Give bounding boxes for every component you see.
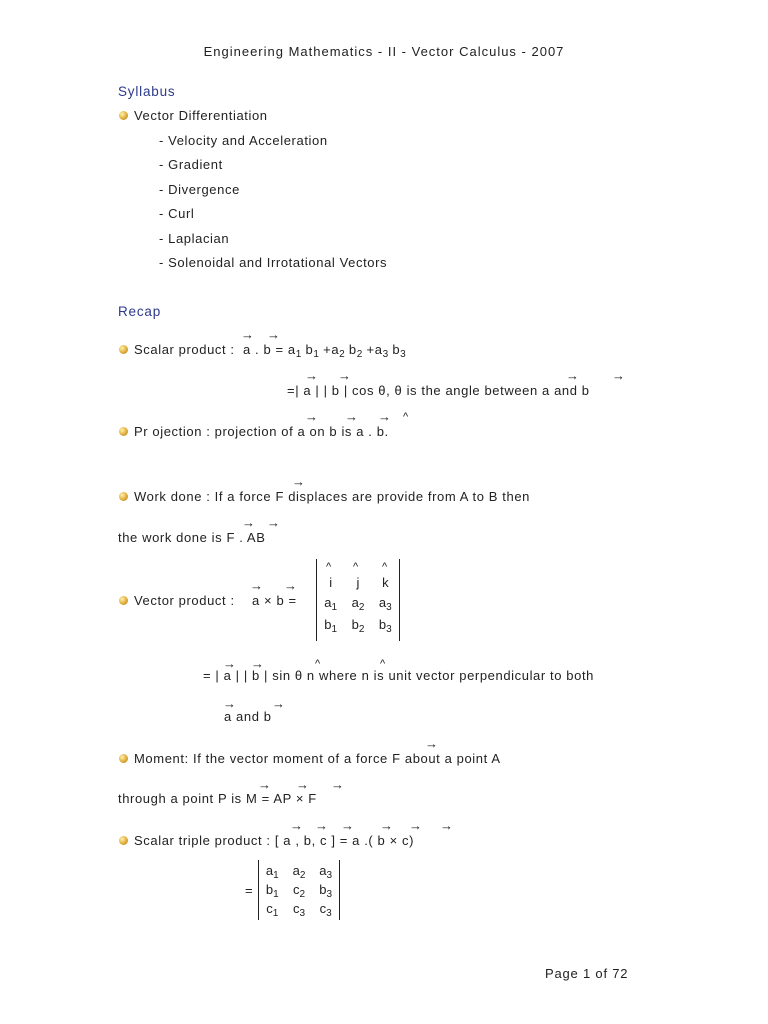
vector-arrow-icon: → bbox=[409, 818, 422, 833]
matrix-cell: $c_3$ bbox=[319, 900, 332, 919]
vector-arrow-icon: → bbox=[251, 656, 264, 671]
unit-hat-icon: ^ bbox=[382, 561, 388, 573]
syllabus-sub-item: - Curl bbox=[159, 206, 195, 221]
vector-arrow-icon: → bbox=[380, 818, 393, 833]
vector-arrow-icon: → bbox=[378, 409, 391, 424]
matrix-row bbox=[259, 881, 339, 900]
vector-arrow-icon: → bbox=[425, 736, 438, 751]
unit-hat-icon: ^ bbox=[403, 411, 409, 423]
scalar-product-cosine: =| a | | b | cos θ, θ is the angle between a and b bbox=[287, 383, 590, 398]
matrix-cell: $b_2$ bbox=[351, 617, 365, 635]
vector-arrow-icon: → bbox=[267, 515, 280, 530]
vector-arrow-icon: → bbox=[284, 578, 297, 593]
syllabus-sub-item: - Solenoidal and Irrotational Vectors bbox=[159, 255, 388, 270]
matrix-cell: $c_2$ bbox=[292, 881, 306, 900]
vector-arrow-icon: → bbox=[331, 777, 344, 792]
matrix-cell: $b_1$ bbox=[265, 881, 279, 900]
vector-arrow-icon: → bbox=[241, 327, 254, 342]
matrix-row bbox=[259, 862, 339, 881]
vector-arrow-icon: → bbox=[272, 696, 285, 711]
matrix-cell: j bbox=[356, 574, 360, 590]
work-done-formula: the work done is F . AB bbox=[118, 530, 266, 545]
vector-arrow-icon: → bbox=[296, 777, 309, 792]
vector-product-sine: = | a | | b | sin θ n where n is unit vector perpendicular to both bbox=[203, 668, 594, 683]
vector-arrow-icon: → bbox=[338, 368, 351, 383]
matrix-cell: $a_1$ bbox=[324, 595, 338, 613]
vector-product-determinant bbox=[316, 559, 400, 641]
vector-arrow-icon: → bbox=[566, 368, 579, 383]
matrix-cell: $c_3$ bbox=[292, 900, 306, 919]
work-done-line: Work done : If a force F displaces are provide from A to B then bbox=[134, 489, 530, 504]
vector-arrow-icon: → bbox=[612, 368, 625, 383]
vector-arrow-icon: → bbox=[292, 474, 305, 489]
vector-arrow-icon: → bbox=[267, 327, 280, 342]
vector-arrow-icon: → bbox=[305, 409, 318, 424]
unit-hat-icon: ^ bbox=[326, 561, 332, 573]
vector-arrow-icon: → bbox=[242, 515, 255, 530]
matrix-cell: i bbox=[329, 574, 333, 590]
matrix-cell: $a_1$ bbox=[265, 862, 279, 881]
syllabus-sub-item: - Laplacian bbox=[159, 231, 230, 246]
bullet-icon bbox=[119, 345, 128, 354]
vector-arrow-icon: → bbox=[341, 818, 354, 833]
syllabus-sub-item: - Gradient bbox=[159, 157, 223, 172]
syllabus-main-item: Vector Differentiation bbox=[134, 108, 268, 123]
scalar-product-formula: a . $b = a_1$ $b_1 +a_2$ $b_2 +a_3$ $b_3$ bbox=[243, 342, 406, 360]
matrix-row bbox=[317, 571, 399, 593]
bullet-icon bbox=[119, 836, 128, 845]
syllabus-sub-item: - Velocity and Acceleration bbox=[159, 133, 328, 148]
matrix-row bbox=[317, 593, 399, 615]
scalar-triple-determinant bbox=[258, 860, 340, 920]
unit-hat-icon: ^ bbox=[380, 658, 386, 670]
matrix-cell: k bbox=[382, 574, 389, 590]
vector-arrow-icon: → bbox=[250, 578, 263, 593]
bullet-icon bbox=[119, 754, 128, 763]
recap-heading: Recap bbox=[118, 304, 162, 319]
matrix-cell: $b_3$ bbox=[319, 881, 333, 900]
matrix-row bbox=[317, 615, 399, 637]
projection-line: Pr ojection : projection of a on b is a . b. bbox=[134, 424, 389, 439]
unit-hat-icon: ^ bbox=[315, 658, 321, 670]
bullet-icon bbox=[119, 492, 128, 501]
vector-product-both: a and b bbox=[224, 709, 272, 724]
matrix-cell: $b_3$ bbox=[378, 617, 392, 635]
vector-product-expr: a × b = bbox=[252, 593, 297, 608]
vector-arrow-icon: → bbox=[258, 777, 271, 792]
bullet-icon bbox=[119, 596, 128, 605]
matrix-cell: $a_2$ bbox=[351, 595, 365, 613]
moment-line: Moment: If the vector moment of a force F about a point A bbox=[134, 751, 501, 766]
vector-arrow-icon: → bbox=[223, 656, 236, 671]
syllabus-sub-item: - Divergence bbox=[159, 182, 240, 197]
syllabus-heading: Syllabus bbox=[118, 84, 176, 99]
matrix-cell: $a_3$ bbox=[319, 862, 333, 881]
vector-arrow-icon: → bbox=[223, 696, 236, 711]
matrix-cell: $c_1$ bbox=[266, 900, 279, 919]
vector-arrow-icon: → bbox=[290, 818, 303, 833]
equals-sign: = bbox=[245, 883, 254, 898]
scalar-product-label: Scalar product : bbox=[134, 342, 235, 357]
bullet-icon bbox=[119, 427, 128, 436]
document-header: Engineering Mathematics - II - Vector Calculus - 2007 bbox=[203, 44, 565, 59]
matrix-row bbox=[259, 900, 339, 919]
vector-arrow-icon: → bbox=[345, 409, 358, 424]
moment-formula: through a point P is M = AP × F bbox=[118, 791, 317, 806]
unit-hat-icon: ^ bbox=[353, 561, 359, 573]
scalar-triple-line: Scalar triple product : [ a , b, c ] = a .( b × c) bbox=[134, 833, 415, 848]
page-number: Page 1 of 72 bbox=[545, 966, 629, 981]
vector-product-label: Vector product : bbox=[134, 593, 235, 608]
matrix-cell: $a_3$ bbox=[378, 595, 392, 613]
matrix-cell: $b_1$ bbox=[324, 617, 338, 635]
bullet-icon bbox=[119, 111, 128, 120]
vector-arrow-icon: → bbox=[440, 818, 453, 833]
vector-arrow-icon: → bbox=[315, 818, 328, 833]
vector-arrow-icon: → bbox=[305, 368, 318, 383]
matrix-cell: $a_2$ bbox=[292, 862, 306, 881]
